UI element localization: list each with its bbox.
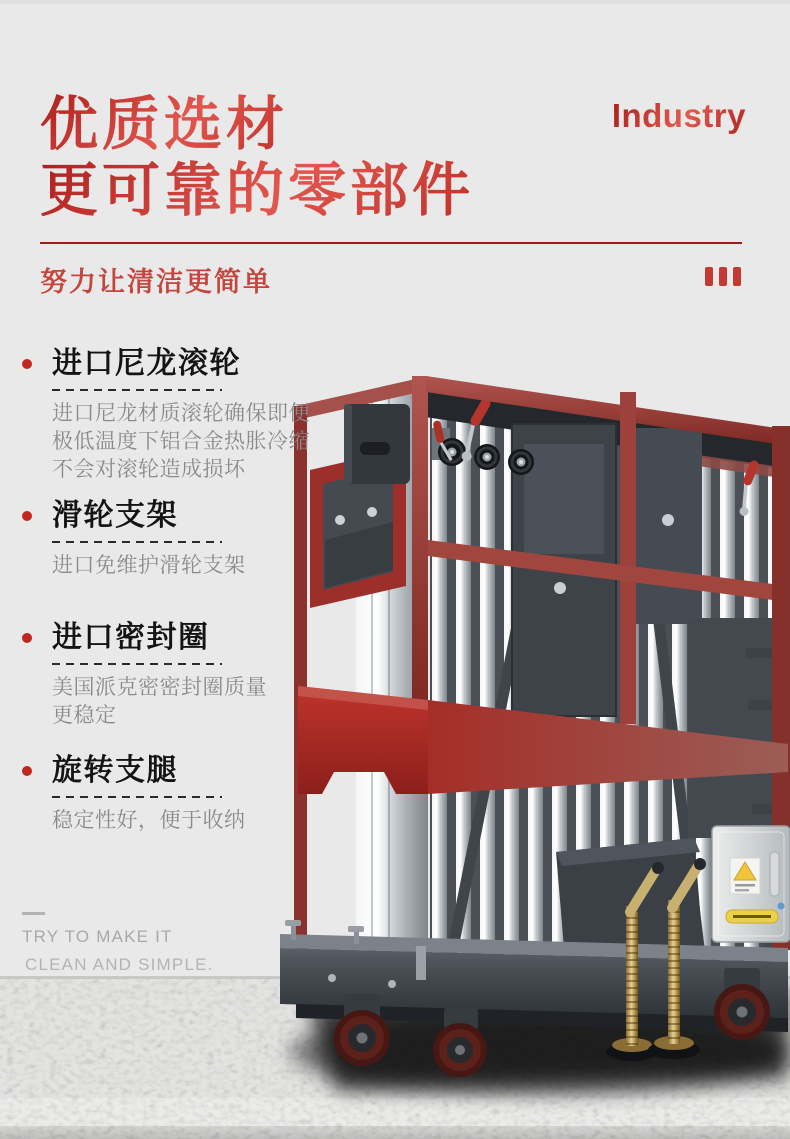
dashed-separator xyxy=(52,389,222,391)
warning-sticker xyxy=(730,858,760,894)
feature-item-seal-ring xyxy=(22,622,352,730)
brand-logo: Industry xyxy=(611,97,746,134)
accent-bars-icon xyxy=(705,267,741,286)
tagline-dash xyxy=(22,912,45,915)
footer-tagline xyxy=(22,912,214,975)
bullet-dot-icon xyxy=(22,359,32,369)
feature-description: 稳定性好，便于收纳 xyxy=(52,809,246,832)
bullet-dot-icon xyxy=(22,633,32,643)
feature-title: 滑轮支架 xyxy=(52,499,178,532)
dashed-separator xyxy=(52,541,222,543)
bullet-dot-icon xyxy=(22,766,32,776)
pendant-box xyxy=(344,404,410,484)
tagline-line-2: CLEAN AND SIMPLE. xyxy=(25,955,214,974)
feature-description: 进口免维护滑轮支架 xyxy=(52,554,246,577)
feature-description: 进口尼龙材质滚轮确保即便 极低温度下铝合金热胀冷缩 不会对滚轮造成损坏 xyxy=(52,402,310,481)
feature-title: 进口密封圈 xyxy=(52,621,210,654)
divider-line xyxy=(40,242,742,244)
tagline-line-1: TRY TO MAKE IT xyxy=(22,927,173,946)
feature-title: 旋转支腿 xyxy=(52,754,178,787)
subtitle: 努力让清洁更简单 xyxy=(40,267,272,297)
page-title-line-2: 更可靠的零部件 xyxy=(40,158,475,223)
feature-description: 美国派克密密封圈质量 更稳定 xyxy=(52,676,267,727)
control-box xyxy=(712,826,790,942)
feature-title: 进口尼龙滚轮 xyxy=(52,347,241,380)
bullet-dot-icon xyxy=(22,511,32,521)
feature-item-rotating-legs xyxy=(22,755,352,835)
feature-item-nylon-rollers xyxy=(22,348,352,484)
dashed-separator xyxy=(52,663,222,665)
dashed-separator xyxy=(52,796,222,798)
page-title-line-1: 优质选材 xyxy=(40,92,289,157)
feature-item-pulley-bracket xyxy=(22,500,352,580)
